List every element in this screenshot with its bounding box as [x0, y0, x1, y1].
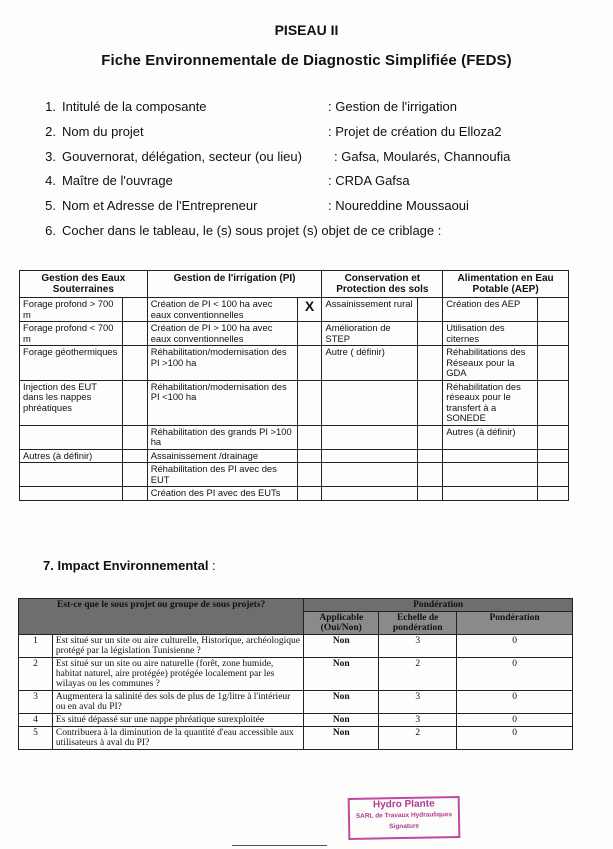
checkbox-cell[interactable]	[122, 322, 147, 346]
column-header: Gestion des Eaux Souterraines	[20, 271, 148, 298]
weighting-cell: 0	[457, 691, 573, 714]
table-row	[19, 658, 573, 691]
company-stamp	[348, 796, 461, 840]
checkbox-cell[interactable]	[122, 425, 147, 449]
item-number: 4.	[45, 173, 56, 189]
question-cell: Augmentera la salinité des sols de plus de 1g/litre à l'intérieur ou en aval du PI?	[52, 691, 303, 714]
question-header: Est-ce que le sous projet ou groupe de sous projets?	[19, 599, 304, 635]
row-number: 4	[19, 714, 53, 727]
column-header: Alimentation en Eau Potable (AEP)	[443, 271, 569, 298]
checkbox-cell[interactable]	[297, 346, 322, 381]
table-row	[20, 346, 569, 381]
question-cell: Est situé sur un site ou aire naturelle (forêt, zone humide, habitat naturel, aire protégée) protégée localement par les wilayas ou les communes ?	[52, 658, 303, 691]
row-number: 1	[19, 635, 53, 658]
row-number: 2	[19, 658, 53, 691]
item-number: 3.	[45, 148, 56, 164]
table-row	[19, 727, 573, 750]
checkbox-cell[interactable]	[122, 487, 147, 501]
item-label: Intitulé de la composante	[62, 99, 207, 114]
table-cell: Autres (à définir)	[443, 425, 538, 449]
row-number: 3	[19, 691, 53, 714]
checkbox-cell[interactable]	[418, 380, 443, 425]
question-cell: Es situé dépassé sur une nappe phréatique surexploitée	[52, 714, 303, 727]
section-title: 7. Impact Environnemental	[43, 558, 209, 573]
table-cell: Réhabilitation des grands PI >100 ha	[147, 425, 297, 449]
checkbox-cell[interactable]	[418, 463, 443, 487]
checkbox-cell[interactable]	[418, 425, 443, 449]
column-header: Gestion de l'irrigation (PI)	[147, 271, 322, 298]
table-cell: Injection des EUT dans les nappes phréatiques	[20, 380, 123, 425]
page-title: PISEAU II	[274, 22, 339, 38]
table-row	[20, 298, 569, 322]
checkbox-cell[interactable]	[538, 298, 569, 322]
scale-cell: 2	[379, 727, 457, 750]
column-header: Conservation et Protection des sols	[322, 271, 443, 298]
scale-cell: 3	[379, 635, 457, 658]
weighting-cell: 0	[457, 727, 573, 750]
table-cell	[322, 425, 418, 449]
item-value: : Noureddine Moussaoui	[328, 198, 469, 214]
table-row	[20, 322, 569, 346]
item-value: : Projet de création du Elloza2	[328, 123, 502, 139]
subproject-checklist-table	[19, 270, 569, 501]
table-cell	[443, 463, 538, 487]
checkbox-cell[interactable]	[418, 322, 443, 346]
impact-table	[18, 598, 573, 750]
table-cell: Autres (à définir)	[20, 449, 123, 463]
item-number: 1.	[45, 99, 56, 114]
weighting-cell: 0	[457, 635, 573, 658]
row-number: 5	[19, 727, 53, 750]
checkbox-cell[interactable]	[538, 449, 569, 463]
checkbox-cell[interactable]	[122, 298, 147, 322]
table-cell	[20, 463, 123, 487]
table-row	[20, 487, 569, 501]
weighting-cell: 0	[457, 714, 573, 727]
weighting-header: Pondération	[457, 612, 573, 635]
item-number: 5.	[45, 198, 56, 214]
checkbox-cell[interactable]	[418, 449, 443, 463]
stamp-line: SARL de Travaux Hydrauliques	[355, 811, 453, 820]
table-cell: Réhabilitation des réseaux pour le transfert à a SONEDE	[443, 380, 538, 425]
checkbox-cell[interactable]	[122, 463, 147, 487]
table-cell: Amélioration de STEP	[322, 322, 418, 346]
item-number: 6.	[45, 222, 56, 238]
applicable-cell: Non	[304, 658, 379, 691]
scale-cell: 3	[379, 691, 457, 714]
table-cell	[322, 487, 418, 501]
item-label: Maître de l'ouvrage	[62, 173, 173, 189]
table-cell	[322, 380, 418, 425]
table-cell	[20, 487, 123, 501]
table-row	[19, 714, 573, 727]
section-colon: :	[208, 558, 216, 573]
section-heading	[43, 558, 216, 573]
checkbox-cell[interactable]	[418, 487, 443, 501]
item-label: Gouvernorat, délégation, secteur (ou lieu)	[62, 148, 302, 164]
question-cell: Est situé sur un site ou aire culturelle, Historique, archéologique protégé par la législation Tunisienne ?	[52, 635, 303, 658]
checkbox-cell[interactable]	[122, 449, 147, 463]
checkbox-cell[interactable]	[538, 463, 569, 487]
table-cell: Création des PI avec des EUTs	[147, 487, 297, 501]
checkbox-cell[interactable]	[538, 346, 569, 381]
item-label: Nom du projet	[62, 123, 144, 139]
table-cell: Création de PI > 100 ha avec eaux conventionnelles	[147, 322, 297, 346]
table-cell: Forage géothermiques	[20, 346, 123, 381]
checkbox-cell[interactable]	[297, 425, 322, 449]
checkbox-cell[interactable]	[297, 380, 322, 425]
applicable-cell: Non	[304, 727, 379, 750]
checkbox-cell[interactable]	[122, 380, 147, 425]
checkbox-cell[interactable]	[297, 449, 322, 463]
table-row	[20, 463, 569, 487]
table-cell: Création de PI < 100 ha avec eaux conventionnelles	[147, 298, 297, 322]
table-cell: Autre ( définir)	[322, 346, 418, 381]
table-cell: Forage profond < 700 m	[20, 322, 123, 346]
checkbox-cell[interactable]	[538, 322, 569, 346]
weighting-cell: 0	[457, 658, 573, 691]
stamp-line: Signature	[389, 822, 420, 831]
checkbox-cell[interactable]	[538, 487, 569, 501]
table-row	[20, 380, 569, 425]
table-cell: Réhabilitation des PI avec des EUT	[147, 463, 297, 487]
checkbox-cell[interactable]	[297, 463, 322, 487]
table-row	[19, 635, 573, 658]
table-cell: Réhabilitation/modernisation des PI <100 ha	[147, 380, 297, 425]
table-cell	[443, 487, 538, 501]
item-value: : Gestion de l'irrigation	[328, 99, 457, 114]
table-cell: Réhabilitation/modernisation des PI >100 ha	[147, 346, 297, 381]
table-cell	[20, 425, 123, 449]
checkbox-cell[interactable]	[538, 425, 569, 449]
checkbox-cell[interactable]: X	[297, 298, 322, 322]
checkbox-cell[interactable]	[538, 380, 569, 425]
applicable-cell: Non	[304, 635, 379, 658]
checkbox-cell[interactable]	[418, 298, 443, 322]
table-cell	[443, 449, 538, 463]
applicable-header: Applicable (Oui/Non)	[304, 612, 379, 635]
scale-cell: 2	[379, 658, 457, 691]
table-cell: Assainissement /drainage	[147, 449, 297, 463]
checkbox-cell[interactable]	[418, 346, 443, 381]
stamp-line: Hydro Plante	[372, 798, 435, 811]
item-value: : CRDA Gafsa	[328, 173, 410, 189]
scale-cell: 3	[379, 714, 457, 727]
applicable-cell: Non	[304, 714, 379, 727]
item-label: Cocher dans le tableau, le (s) sous projet (s) objet de ce criblage :	[62, 222, 442, 238]
table-cell: Utilisation des citernes	[443, 322, 538, 346]
checkbox-cell[interactable]	[122, 346, 147, 381]
table-cell: Assainissement rural	[322, 298, 418, 322]
checkbox-cell[interactable]	[297, 487, 322, 501]
table-cell: Forage profond > 700 m	[20, 298, 123, 322]
item-value: : Gafsa, Moularés, Channoufia	[334, 148, 511, 164]
applicable-cell: Non	[304, 691, 379, 714]
form-title: Fiche Environnementale de Diagnostic Simplifiée (FEDS)	[101, 52, 512, 69]
weighting-group-header: Pondération	[304, 599, 573, 612]
table-cell: Réhabilitations des Réseaux pour la GDA	[443, 346, 538, 381]
question-cell: Contribuera à la diminution de la quantité d'eau accessible aux utilisateurs à aval du PI?	[52, 727, 303, 750]
table-row	[20, 425, 569, 449]
item-label: Nom et Adresse de l'Entrepreneur	[62, 198, 258, 214]
checkbox-cell[interactable]	[297, 322, 322, 346]
item-number: 2.	[45, 123, 56, 139]
table-row	[20, 449, 569, 463]
table-row	[19, 691, 573, 714]
table-cell	[322, 463, 418, 487]
table-cell: Création des AEP	[443, 298, 538, 322]
scale-header: Echelle de pondération	[379, 612, 457, 635]
divider	[232, 845, 327, 846]
table-cell	[322, 449, 418, 463]
